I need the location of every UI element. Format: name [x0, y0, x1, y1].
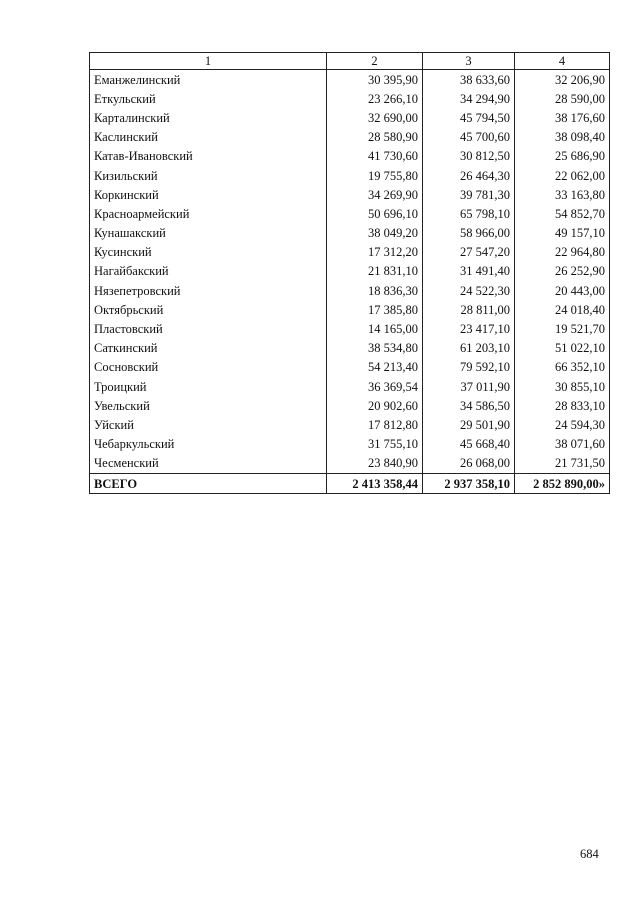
total-value-col2: 2 413 358,44	[327, 473, 423, 493]
district-name: Чебаркульский	[90, 435, 327, 454]
column-number-3: 3	[423, 53, 515, 70]
value-col4: 28 590,00	[515, 89, 610, 108]
table-row	[90, 262, 610, 281]
value-col4: 38 176,60	[515, 108, 610, 127]
value-col4: 26 252,90	[515, 262, 610, 281]
district-name: Октябрьский	[90, 300, 327, 319]
district-name: Каслинский	[90, 128, 327, 147]
value-col3: 28 811,00	[423, 300, 515, 319]
value-col4: 19 521,70	[515, 319, 610, 338]
value-col2: 23 840,90	[327, 454, 423, 474]
value-col3: 38 633,60	[423, 70, 515, 90]
table-row	[90, 339, 610, 358]
district-name: Кунашакский	[90, 224, 327, 243]
value-col2: 28 580,90	[327, 128, 423, 147]
value-col4: 30 855,10	[515, 377, 610, 396]
value-col2: 23 266,10	[327, 89, 423, 108]
value-col2: 54 213,40	[327, 358, 423, 377]
total-value-col3: 2 937 358,10	[423, 473, 515, 493]
value-col3: 45 794,50	[423, 108, 515, 127]
value-col2: 21 831,10	[327, 262, 423, 281]
value-col3: 31 491,40	[423, 262, 515, 281]
value-col3: 26 464,30	[423, 166, 515, 185]
value-col2: 41 730,60	[327, 147, 423, 166]
budget-table	[89, 52, 610, 494]
table-row	[90, 319, 610, 338]
value-col4: 24 594,30	[515, 415, 610, 434]
value-col4: 66 352,10	[515, 358, 610, 377]
value-col4: 38 071,60	[515, 435, 610, 454]
value-col4: 33 163,80	[515, 185, 610, 204]
total-value-col4: 2 852 890,00»	[515, 473, 610, 493]
district-name: Увельский	[90, 396, 327, 415]
value-col3: 45 668,40	[423, 435, 515, 454]
district-name: Нагайбакский	[90, 262, 327, 281]
district-name: Катав-Ивановский	[90, 147, 327, 166]
district-name: Нязепетровский	[90, 281, 327, 300]
value-col4: 21 731,50	[515, 454, 610, 474]
value-col2: 17 312,20	[327, 243, 423, 262]
district-name: Еткульский	[90, 89, 327, 108]
district-name: Троицкий	[90, 377, 327, 396]
value-col4: 20 443,00	[515, 281, 610, 300]
table-row	[90, 224, 610, 243]
value-col3: 34 294,90	[423, 89, 515, 108]
value-col2: 34 269,90	[327, 185, 423, 204]
value-col3: 26 068,00	[423, 454, 515, 474]
table-row	[90, 204, 610, 223]
value-col4: 24 018,40	[515, 300, 610, 319]
column-number-1: 1	[90, 53, 327, 70]
total-row	[90, 473, 610, 493]
table-row	[90, 300, 610, 319]
value-col3: 37 011,90	[423, 377, 515, 396]
value-col4: 49 157,10	[515, 224, 610, 243]
value-col2: 14 165,00	[327, 319, 423, 338]
district-name: Чесменский	[90, 454, 327, 474]
value-col3: 39 781,30	[423, 185, 515, 204]
value-col3: 30 812,50	[423, 147, 515, 166]
total-label: ВСЕГО	[90, 473, 327, 493]
table-row	[90, 454, 610, 474]
value-col2: 31 755,10	[327, 435, 423, 454]
column-number-2: 2	[327, 53, 423, 70]
value-col2: 17 812,80	[327, 415, 423, 434]
value-col2: 32 690,00	[327, 108, 423, 127]
table-row	[90, 243, 610, 262]
table-row	[90, 70, 610, 90]
value-col4: 32 206,90	[515, 70, 610, 90]
district-name: Сосновский	[90, 358, 327, 377]
value-col4: 22 062,00	[515, 166, 610, 185]
district-name: Еманжелинский	[90, 70, 327, 90]
table-row	[90, 166, 610, 185]
table-row	[90, 108, 610, 127]
value-col4: 38 098,40	[515, 128, 610, 147]
value-col4: 22 964,80	[515, 243, 610, 262]
value-col2: 50 696,10	[327, 204, 423, 223]
column-number-row	[90, 53, 610, 70]
table-row	[90, 435, 610, 454]
value-col2: 19 755,80	[327, 166, 423, 185]
value-col3: 45 700,60	[423, 128, 515, 147]
district-name: Кусинский	[90, 243, 327, 262]
table-row	[90, 396, 610, 415]
value-col3: 27 547,20	[423, 243, 515, 262]
value-col3: 23 417,10	[423, 319, 515, 338]
table-row	[90, 128, 610, 147]
value-col3: 58 966,00	[423, 224, 515, 243]
district-name: Уйский	[90, 415, 327, 434]
district-name: Саткинский	[90, 339, 327, 358]
table-row	[90, 281, 610, 300]
value-col4: 25 686,90	[515, 147, 610, 166]
value-col3: 24 522,30	[423, 281, 515, 300]
value-col3: 29 501,90	[423, 415, 515, 434]
value-col2: 17 385,80	[327, 300, 423, 319]
district-name: Коркинский	[90, 185, 327, 204]
table-row	[90, 377, 610, 396]
table-row	[90, 147, 610, 166]
value-col3: 65 798,10	[423, 204, 515, 223]
table-row	[90, 185, 610, 204]
value-col2: 38 049,20	[327, 224, 423, 243]
value-col2: 38 534,80	[327, 339, 423, 358]
value-col4: 51 022,10	[515, 339, 610, 358]
page-number: 684	[580, 847, 599, 861]
value-col2: 18 836,30	[327, 281, 423, 300]
value-col2: 30 395,90	[327, 70, 423, 90]
table-row	[90, 358, 610, 377]
value-col3: 34 586,50	[423, 396, 515, 415]
value-col2: 20 902,60	[327, 396, 423, 415]
value-col4: 28 833,10	[515, 396, 610, 415]
district-name: Красноармейский	[90, 204, 327, 223]
table-row	[90, 415, 610, 434]
table-row	[90, 89, 610, 108]
column-number-4: 4	[515, 53, 610, 70]
district-name: Карталинский	[90, 108, 327, 127]
district-name: Кизильский	[90, 166, 327, 185]
value-col3: 61 203,10	[423, 339, 515, 358]
value-col2: 36 369,54	[327, 377, 423, 396]
value-col3: 79 592,10	[423, 358, 515, 377]
district-name: Пластовский	[90, 319, 327, 338]
value-col4: 54 852,70	[515, 204, 610, 223]
